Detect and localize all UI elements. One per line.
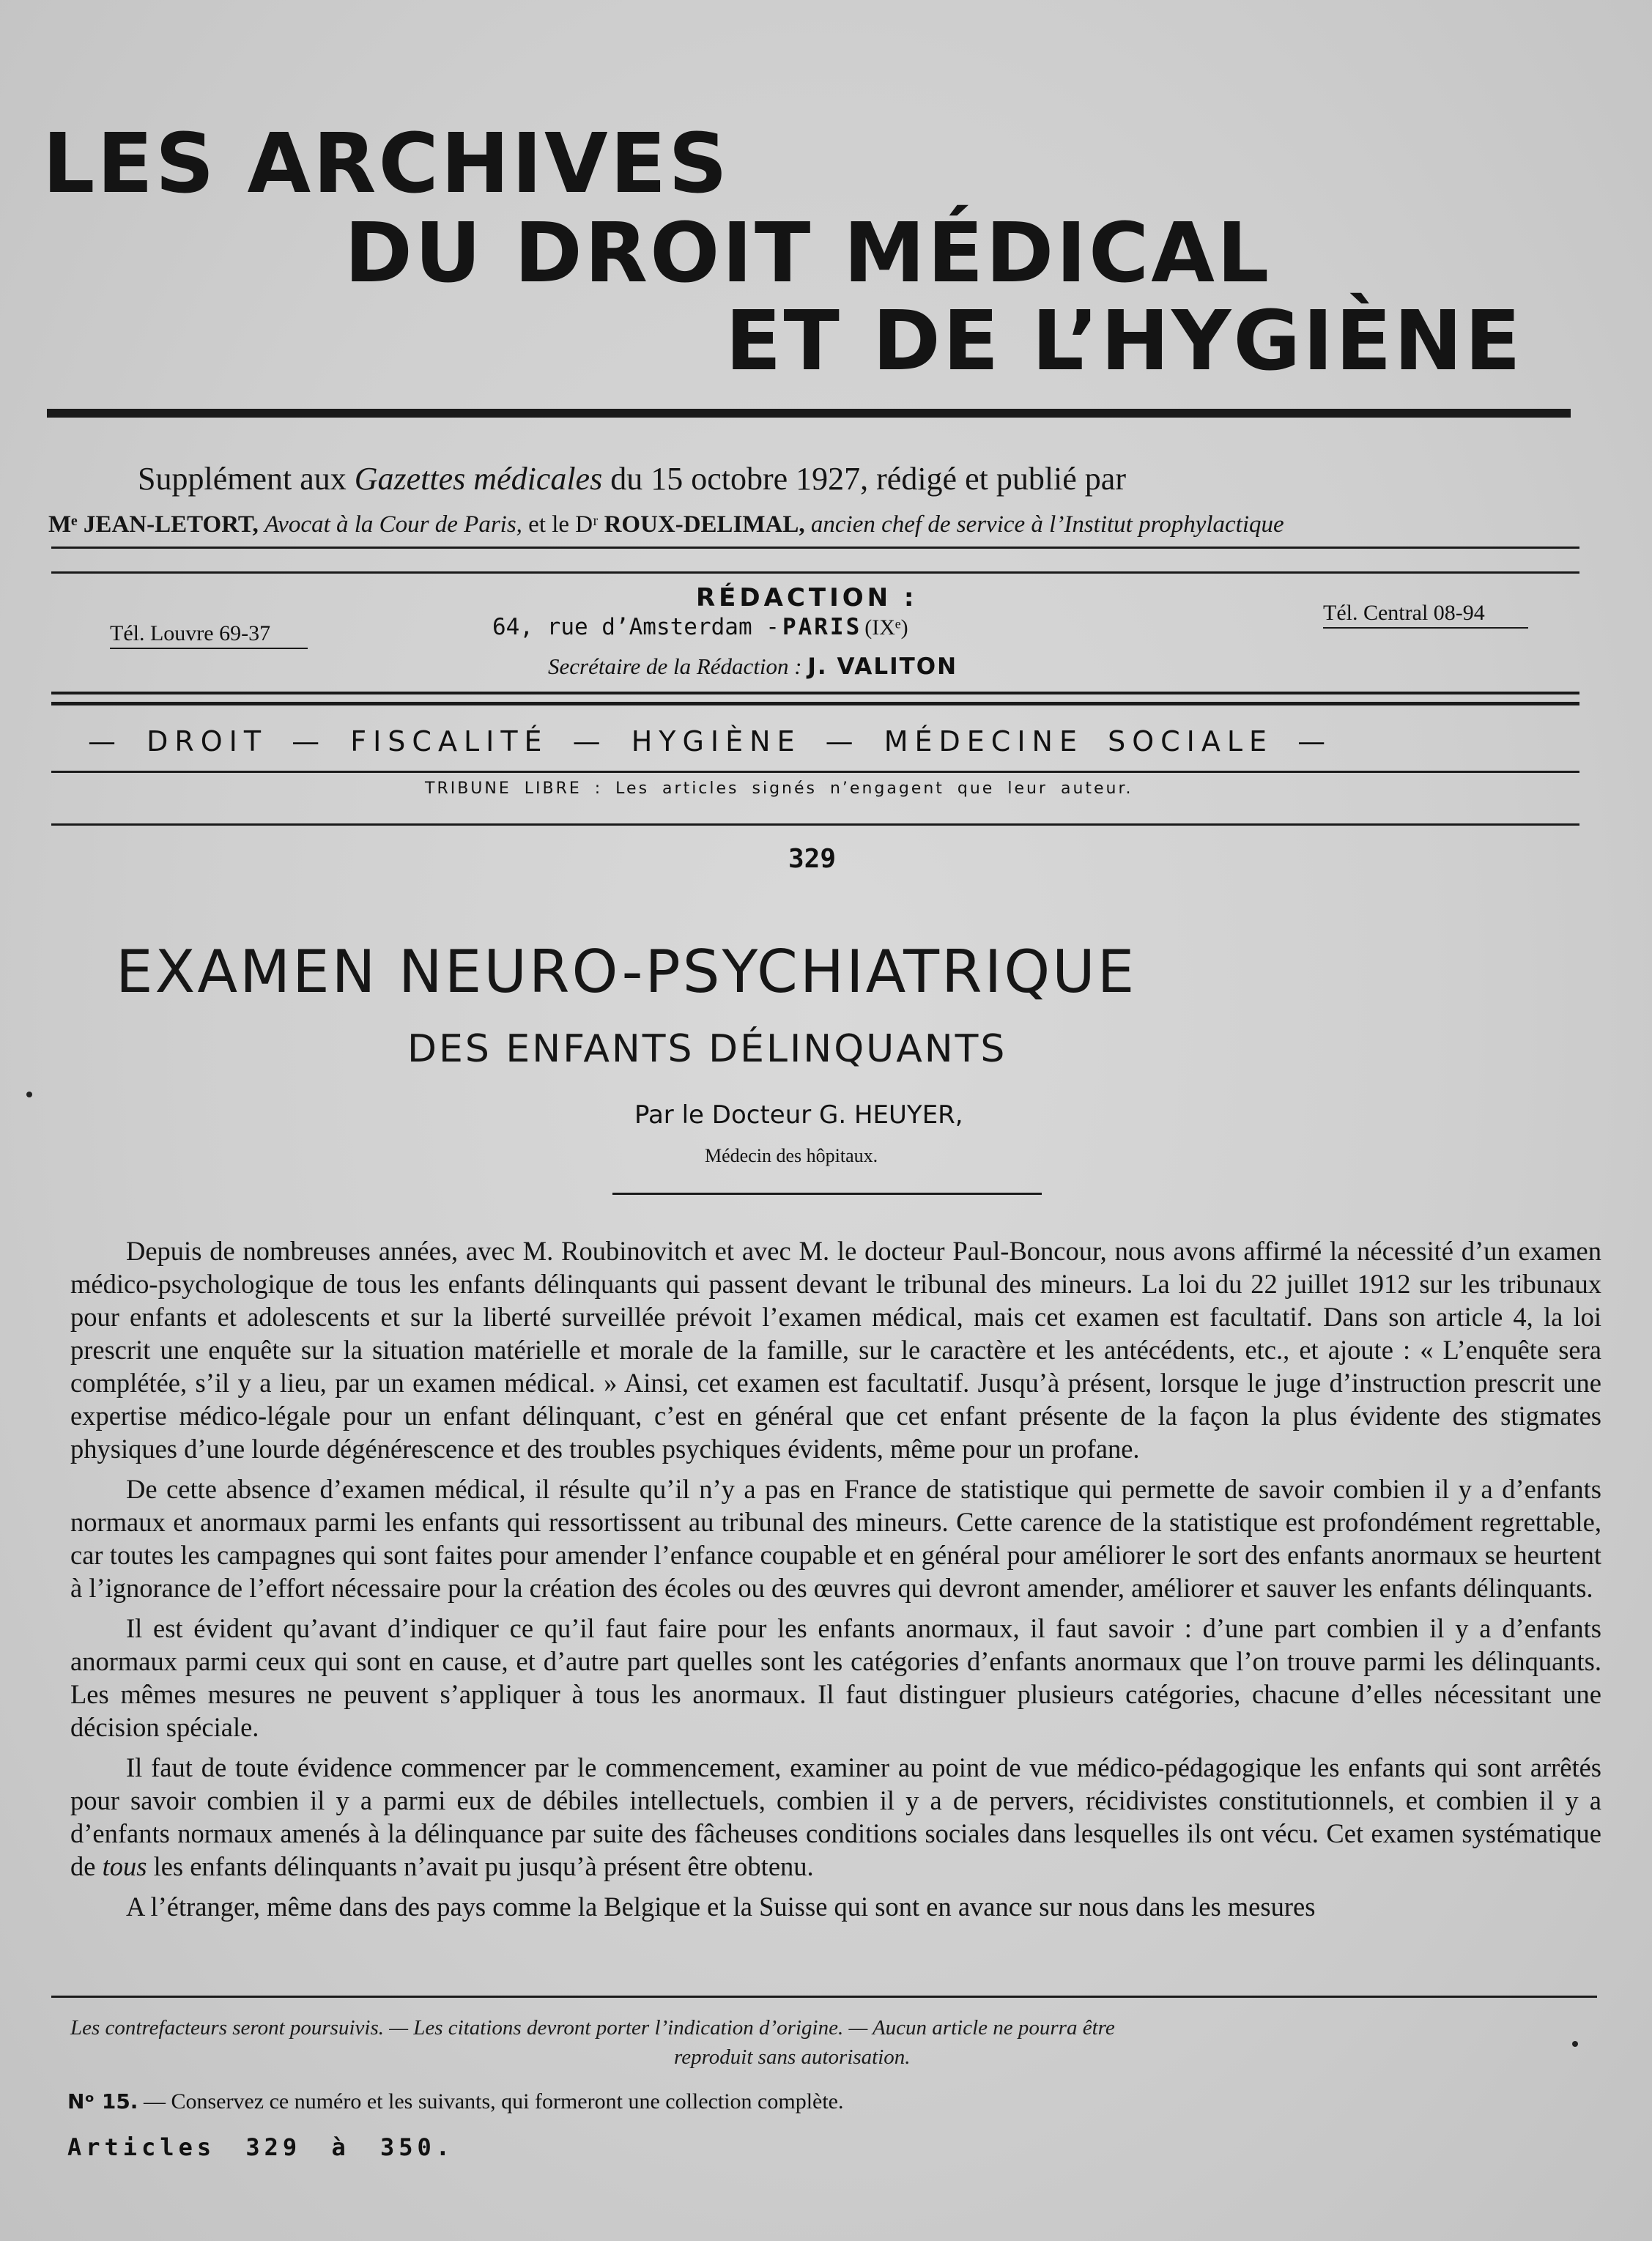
editor-1-role: Avocat à la Cour de Paris,	[264, 511, 522, 538]
tel-left: Tél. Louvre 69-37	[110, 621, 271, 645]
article-number: 329	[788, 844, 837, 874]
footer-rule	[51, 1996, 1597, 1998]
tel-left-underline	[110, 648, 308, 649]
article-author: Par le Docteur G. HEUYER,	[634, 1100, 963, 1130]
article-subtitle: DES ENFANTS DÉLINQUANTS	[407, 1027, 1007, 1071]
secretary-line	[548, 653, 958, 680]
paragraph-5: A l’étranger, même dans des pays comme la Belgique et la Suisse qui sont en avance sur nous dans les mesures	[126, 1892, 1316, 1922]
editor-2-role: ancien chef de service à l’Institut prophylactique	[810, 511, 1284, 538]
supplement-line-2	[48, 511, 1284, 538]
article-author-role: Médecin des hôpitaux.	[705, 1145, 878, 1166]
address	[492, 614, 908, 640]
ink-spot-right	[1572, 2041, 1578, 2047]
title-separator	[612, 1193, 1042, 1195]
redaction-title: RÉDACTION :	[696, 583, 918, 612]
masthead-rule	[47, 409, 1571, 418]
supplement-date: du 15 octobre 1927, rédigé et publié par	[610, 461, 1126, 497]
supplement-text: Supplément aux	[138, 461, 347, 497]
rule-thin-1	[51, 547, 1579, 549]
ink-spot	[26, 1092, 32, 1097]
secretary-name: J. VALITON	[807, 653, 958, 680]
supplement-journal: Gazettes médicales	[354, 461, 603, 497]
editor-2-name: ROUX-DELIMAL,	[604, 511, 805, 538]
editor-1-name: Mᵉ JEAN-LETORT,	[48, 511, 259, 538]
paragraph-3: Il est évident qu’avant d’indiquer ce qu’il faut faire pour les enfants anormaux, il faut savoir : d’une part combien il y a d’enfants anormaux parmi ceux qui sont en cause, et d’autre part quelles sont les catégories d’enfants anormaux que l’on trouve parmi les délinquants. Les mêmes mesures ne peuvent s’appliquer à tous les anormaux. Il faut distinguer plusieurs catégories, chacune d’elles nécessitant une décision spéciale.	[70, 1613, 1601, 1742]
address-street: 64, rue d’Amsterdam -	[492, 614, 779, 640]
rule-tribune	[51, 823, 1579, 826]
footer-issue	[67, 2089, 844, 2114]
masthead-line-3: ET DE L’HYGIÈNE	[725, 294, 1523, 389]
secretary-label: Secrétaire de la Rédaction :	[548, 653, 802, 679]
paragraph-4	[70, 1751, 1601, 1883]
paragraph-1: Depuis de nombreuses années, avec M. Roubinovitch et avec M. le docteur Paul-Boncour, nous avons affirmé la nécessité d’un examen médico-psychologique de tous les enfants délinquants qui passent devant le tribunal des mineurs. La loi du 22 juillet 1912 sur les tribunaux pour enfants et adolescents et sur la liberté surveillée prévoit l’examen médical, mais cet examen est facultatif. Dans son article 4, la loi prescrit une enquête sur la situation matérielle et morale de la famille, sur le caractère et les antécédents, etc., et ajoute : « L’enquête sera complétée, s’il y a lieu, par un examen médical. » Ainsi, cet examen est facultatif. Jusqu’à présent, lorsque le juge d’instruction prescrit une expertise médico-légale pour un enfant délinquant, c’est en général que cet enfant présente de la façon la plus évidente des stigmates physiques d’une lourde dégénérescence et des troubles psychiques évidents, même pour un profane.	[70, 1236, 1601, 1464]
masthead-line-1: LES ARCHIVES	[42, 116, 730, 212]
articles-range: Articles 329 à 350.	[67, 2133, 455, 2161]
rule-thin-2	[51, 571, 1579, 574]
rule-double-2	[51, 702, 1579, 705]
footer-notice-line-2: reproduit sans autorisation.	[674, 2045, 911, 2069]
supplement-line-1	[138, 460, 1126, 497]
tribune-line: TRIBUNE LIBRE : Les articles signés n’engagent que leur auteur.	[425, 779, 1133, 798]
tel-right-underline	[1323, 627, 1528, 629]
article-body	[70, 1234, 1601, 1923]
masthead-line-2: DU DROIT MÉDICAL	[344, 206, 1272, 301]
paragraph-4-text-a: Il faut de toute évidence commencer par le commencement, examiner au point de vue médico-pédagogique les enfants qui sont arrêtés pour savoir combien il y a parmi eux de débiles intellectuels, combien il y a de pervers, récidivistes constitutionnels, et combien il y a d’enfants normaux amenés à la délinquance par suite des fâcheuses conditions sociales dans lesquelles ils ont vécu. Cet examen systématique de	[70, 1752, 1601, 1881]
article-title: EXAMEN NEURO-PSYCHIATRIQUE	[116, 938, 1137, 1006]
paragraph-4-emphasis: tous	[102, 1851, 147, 1881]
paragraph-2: De cette absence d’examen médical, il résulte qu’il n’y a pas en France de statistique qui permette de savoir combien il y a d’enfants normaux et anormaux parmi les enfants qui ressortissent au tribunal des mineurs. Cette carence de la statistique est profondément regrettable, car toutes les campagnes qui sont faites pour amender l’enfance coupable et en général pour améliorer le sort des enfants anormaux se heurtent à l’ignorance de l’effort nécessaire pour la création des écoles ou des œuvres qui devront amender, améliorer et sauver les enfants délinquants.	[70, 1474, 1601, 1603]
paragraph-4-text-b: les enfants délinquants n’avait pu jusqu’à présent être obtenu.	[153, 1851, 814, 1881]
address-city: PARIS	[782, 614, 862, 640]
rule-double-1	[51, 692, 1579, 694]
tel-right: Tél. Central 08-94	[1323, 601, 1485, 625]
editor-conjunction: et le Dʳ	[528, 511, 599, 538]
topics-line: — DROIT — FISCALITÉ — HYGIÈNE — MÉDECINE SOCIALE —	[88, 725, 1333, 758]
rule-topics	[51, 771, 1579, 773]
address-district: (IXᵉ)	[864, 615, 908, 640]
footer-notice-line-1: Les contrefacteurs seront poursuivis. — Les citations devront porter l’indication d’origine. — Aucun article ne pourra être	[70, 2016, 1115, 2040]
issue-number: Nᵒ 15.	[67, 2089, 138, 2114]
issue-note: — Conservez ce numéro et les suivants, qui formeront une collection complète.	[143, 2089, 844, 2114]
